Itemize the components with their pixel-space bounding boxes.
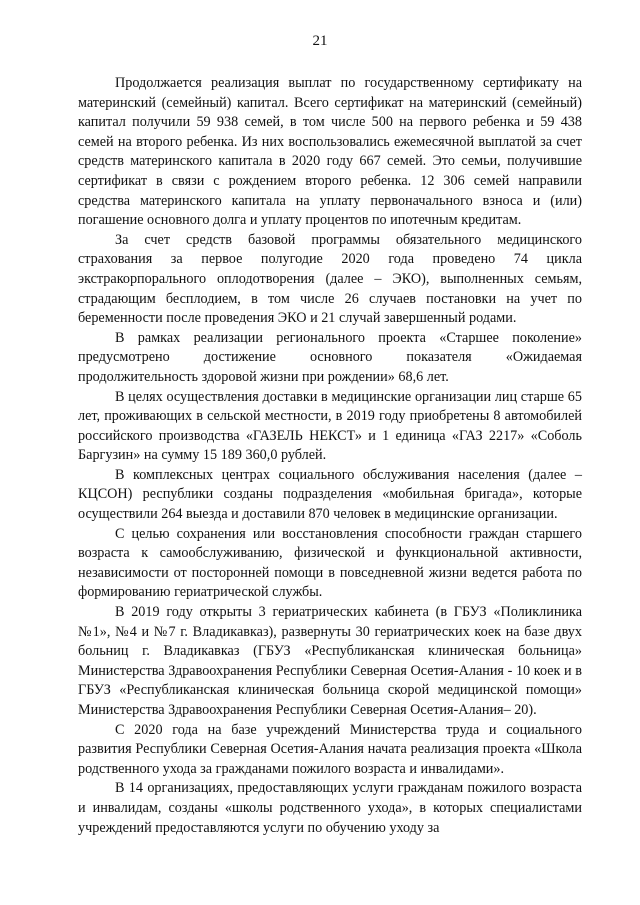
paragraph-geriatric-service: С целью сохранения или восстановления способности граждан старшего возраста к самообслуживанию, физической и функциональной активности, независимости от посторонней помощи в повседневной жизни ведется работа по формированию гериатрической службы. [78,525,582,601]
body-text [78,74,582,838]
paragraph-mobile-brigade: В комплексных центрах социального обслуживания населения (далее – КЦСОН) республики созданы подразделения «мобильная бригада», которые осуществили 264 выезда и доставили 870 человек в медицинские организации. [78,466,582,523]
paragraph-older-generation-project: В рамках реализации регионального проекта «Старшее поколение» предусмотрено достижение основного показателя «Ожидаемая продолжительность здоровой жизни при рождении» 68,6 лет. [78,329,582,385]
paragraph-maternity-capital: Продолжается реализация выплат по государственному сертификату на материнский (семейный) капитал. Всего сертификат на материнский (семейный) капитал получили 59 938 семей, в том числе 500 на первого ребенка и 59 438 семей на второго ребенка. Из них воспользовались ежемесячной выплатой за счет средств материнского капитала в 2020 году 667 семей. Это семьи, получившие сертификат в связи с рождением второго ребенка. 12 306 семей направили средства материнского капитала на уплату первоначального взноса и (или) погашение основного долга и уплату процентов по ипотечным кредитам. [78,75,582,229]
paragraph-family-care-schools: В 14 организациях, предоставляющих услуги гражданам пожилого возраста и инвалидам, созданы «школы родственного ухода», в которых специалистами учреждений предоставляются услуги по обучению уходу за [78,780,582,836]
page-number: 21 [312,33,328,49]
paragraph-vehicle-delivery: В целях осуществления доставки в медицинские организации лиц старше 65 лет, проживающих в сельской местности, в 2019 году приобретены 8 автомобилей российского производства «ГАЗЕЛЬ НЕКСТ» и 1 единица «ГАЗ 2217» «Соболь Баргузин» на сумму 15 189 360,0 рублей. [78,388,582,464]
paragraph-family-care-school-project: С 2020 года на базе учреждений Министерства труда и социального развития Республики Северная Осетия-Алания начата реализация проекта «Школа родственного ухода за гражданами пожилого возраста и инвалидами». [78,721,582,777]
paragraph-eco-program: За счет средств базовой программы обязательного медицинского страхования за первое полугодие 2020 года проведено 74 цикла экстракорпорального оплодотворения (далее – ЭКО), выполненных семьям, страдающим бесплодием, в том числе 26 случаев постановки на учет по беременности после проведения ЭКО и 21 случай завершенный родами. [78,231,582,327]
paragraph-geriatric-offices: В 2019 году открыты 3 гериатрических кабинета (в ГБУЗ «Поликлиника №1», №4 и №7 г. Владикавказ), развернуты 30 гериатрических коек на базе двух больниц г. Владикавказ (ГБУЗ «Республиканская клиническая больница» Министерства Здравоохранения Республики Северная Осетия-Алания - 10 коек и в ГБУЗ «Республиканская клиническая больница скорой медицинской помощи» Министерства Здравоохранения Республики Северная Осетия-Алания– 20). [78,604,582,718]
